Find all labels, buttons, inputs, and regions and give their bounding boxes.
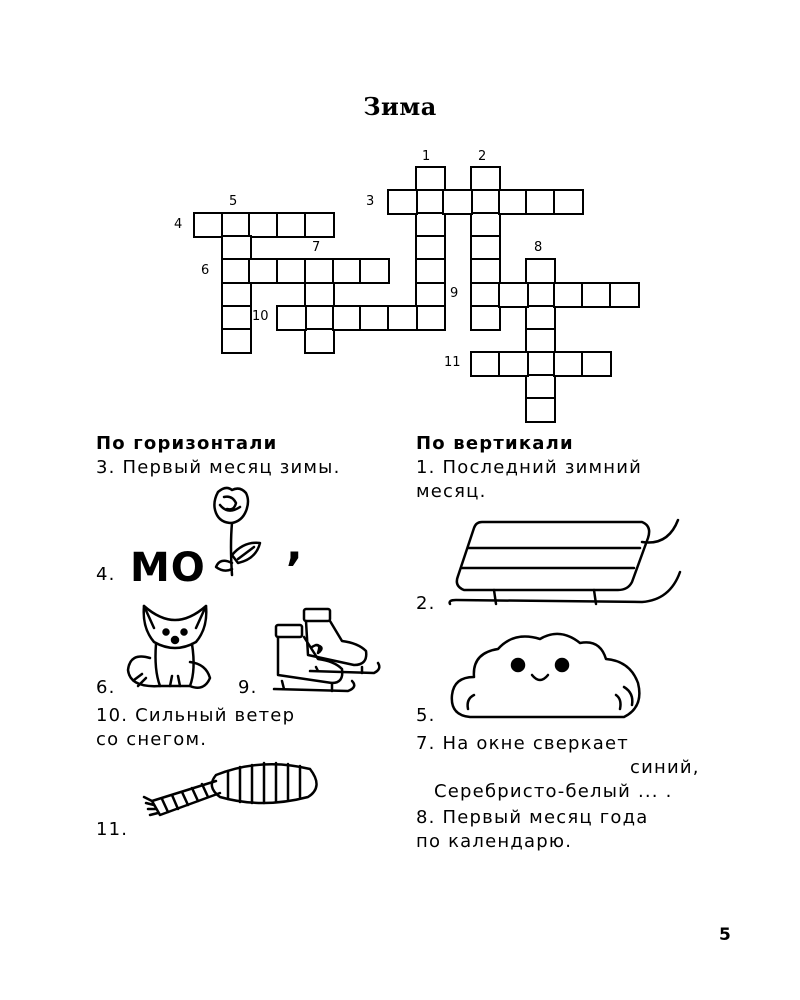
fox-icon: [120, 598, 220, 698]
rose-icon: [202, 485, 277, 580]
sled-icon: [446, 512, 686, 612]
crossword-cell[interactable]: [525, 397, 556, 423]
crossword-cell[interactable]: [525, 258, 556, 284]
clue-down-2-number: 2.: [416, 593, 436, 614]
crossword-cell[interactable]: [553, 189, 584, 215]
crossword-cell[interactable]: [276, 212, 307, 238]
grid-number: 2: [478, 149, 487, 164]
crossword-cell[interactable]: [304, 258, 335, 284]
crossword-cell[interactable]: [276, 258, 307, 284]
crossword-cell[interactable]: [193, 212, 224, 238]
clue-across-4-text: МО: [130, 545, 206, 591]
down-heading: По вертикали: [416, 433, 574, 454]
skates-icon: [266, 603, 386, 698]
crossword-cell[interactable]: [387, 305, 418, 331]
crossword-cell[interactable]: [609, 282, 640, 308]
clue-across-4-number: 4.: [96, 564, 116, 585]
crossword-cell[interactable]: [304, 212, 335, 238]
across-heading: По горизонтали: [96, 433, 278, 454]
crossword-cell[interactable]: [304, 328, 335, 354]
crossword-cell[interactable]: [221, 328, 252, 354]
grid-number: 3: [366, 194, 375, 209]
grid-number: 1: [422, 149, 431, 164]
clue-across-10-line1: 10. Сильный ветер: [96, 705, 296, 726]
grid-number: 6: [201, 263, 210, 278]
clue-down-1-line1: 1. Последний зимний: [416, 457, 643, 478]
clue-down-7-line2: синий,: [630, 757, 700, 778]
crossword-cell[interactable]: [415, 258, 446, 284]
crossword-cell[interactable]: [387, 189, 418, 215]
grid-number: 10: [252, 309, 269, 324]
crossword-cell[interactable]: [470, 351, 501, 377]
crossword-cell[interactable]: [498, 282, 529, 308]
crossword-cell[interactable]: [359, 258, 390, 284]
crossword-cell[interactable]: [276, 305, 307, 331]
grid-number: 9: [450, 286, 459, 301]
clue-down-7-line1: 7. На окне сверкает: [416, 733, 629, 754]
grid-number: 4: [174, 217, 183, 232]
clue-down-1-line2: месяц.: [416, 481, 487, 502]
page-number: 5: [719, 925, 731, 945]
crossword-cell[interactable]: [470, 305, 501, 331]
clue-down-8-line2: по календарю.: [416, 831, 573, 852]
crossword-cell[interactable]: [359, 305, 390, 331]
crossword-cell[interactable]: [581, 282, 612, 308]
clue-across-3: 3. Первый месяц зимы.: [96, 457, 341, 478]
grid-number: 7: [312, 240, 321, 255]
clue-across-11-number: 11.: [96, 819, 129, 840]
page-title: Зима: [363, 92, 437, 121]
crossword-cell[interactable]: [553, 282, 584, 308]
crossword-cell[interactable]: [498, 351, 529, 377]
crossword-cell[interactable]: [470, 258, 501, 284]
clue-across-10-line2: со снегом.: [96, 729, 208, 750]
grid-number: 5: [229, 194, 238, 209]
crossword-cell[interactable]: [248, 212, 279, 238]
grid-number: 11: [444, 355, 461, 370]
scarf-icon: [132, 757, 332, 827]
crossword-cell[interactable]: [581, 351, 612, 377]
clue-down-7-line3: Серебристо-белый ... .: [434, 781, 673, 802]
clue-across-4-comma: ,: [286, 520, 303, 571]
clue-across-9-number: 9.: [238, 677, 258, 698]
crossword-cell[interactable]: [442, 189, 473, 215]
clue-across-6-number: 6.: [96, 677, 116, 698]
grid-number: 8: [534, 240, 543, 255]
clue-down-5-number: 5.: [416, 705, 436, 726]
crossword-cell[interactable]: [525, 189, 556, 215]
crossword-cell[interactable]: [248, 258, 279, 284]
clue-down-8-line1: 8. Первый месяц года: [416, 807, 649, 828]
crossword-cell[interactable]: [415, 305, 446, 331]
crossword-cell[interactable]: [553, 351, 584, 377]
cloud-icon: [448, 625, 648, 725]
